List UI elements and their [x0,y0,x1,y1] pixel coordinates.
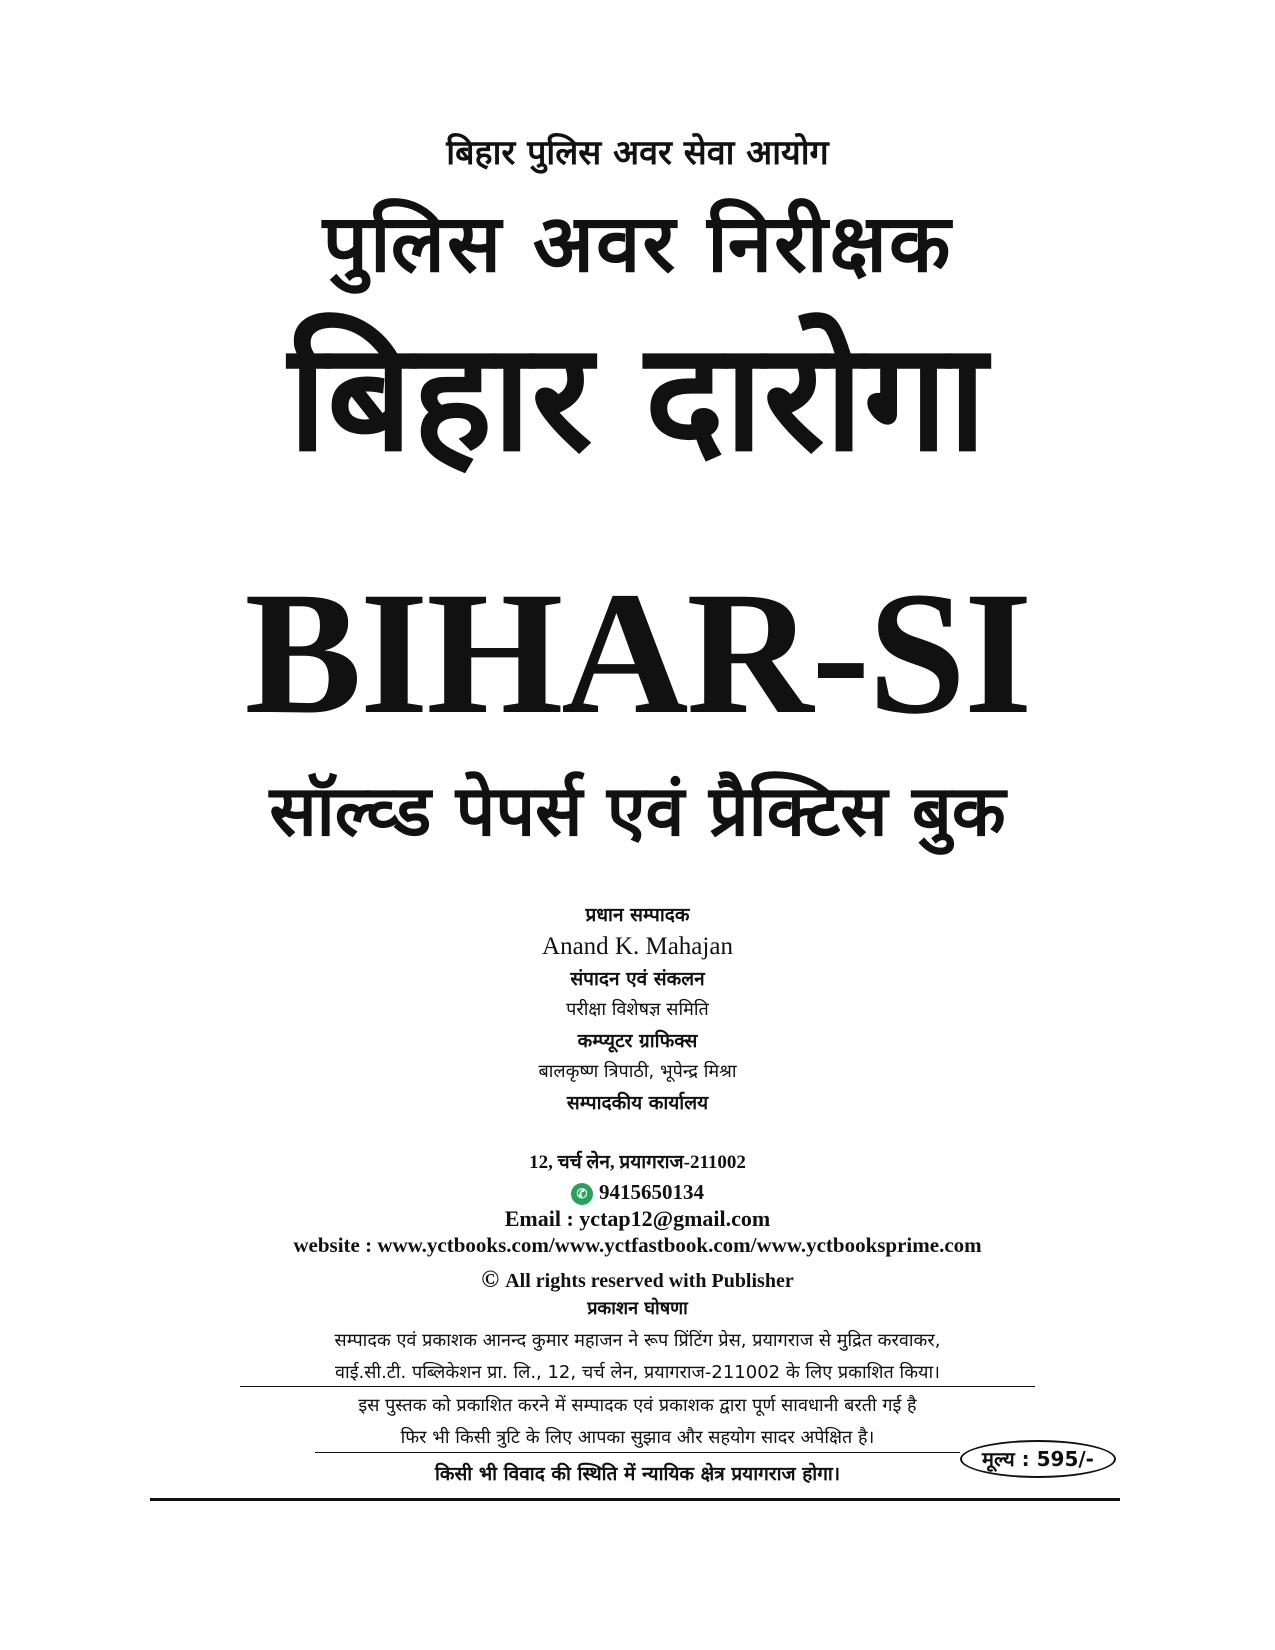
phone-line [0,1180,1275,1205]
compilation-value: परीक्षा विशेषज्ञ समिति [566,999,709,1020]
declaration-line-3: इस पुस्तक को प्रकाशित करने में सम्पादक एवं प्रकाशक द्वारा पूर्ण सावधानी बरती गई है [358,1395,917,1416]
rights-text: All rights reserved with Publisher [505,1270,794,1292]
declaration-line-2: वाई.सी.टी. पब्लिकेशन प्रा. लि., 12, चर्च लेन, प्रयागराज-211002 के लिए प्रकाशित किया। [335,1362,940,1383]
declaration-line-4: फिर भी किसी त्रुटि के लिए आपका सुझाव और सहयोग सादर अपेक्षित है। [400,1427,875,1448]
copyright-icon: © [481,1267,500,1293]
office-address: 12, चर्च लेन, प्रयागराज-211002 [529,1152,746,1173]
credits-block [0,900,1275,1118]
declaration-line-5: किसी भी विवाद की स्थिति में न्यायिक क्षेत्र प्रयागराज होगा। [434,1463,841,1485]
website-line: website : www.yctbooks.com/www.yctfastbook.com/www.yctbooksprime.com [293,1233,982,1257]
organization-name: बिहार पुलिस अवर सेवा आयोग [446,133,829,173]
email-line: Email : yctap12@gmail.com [504,1206,771,1231]
post-title: पुलिस अवर निरीक्षक [322,197,953,290]
price-badge: मूल्य : 595/- [960,1440,1116,1478]
compilation-label: संपादन एवं संकलन [570,968,705,990]
bottom-rule [150,1498,1120,1501]
underline-1 [240,1386,1035,1387]
book-title-english: BIHAR-SI [244,556,1031,751]
whatsapp-icon: ✆ [571,1183,593,1205]
declaration-line-1: सम्पादक एवं प्रकाशक आनन्द कुमार महाजन ने रूप प्रिंटिंग प्रेस, प्रयागराज से मुद्रित करवाकर, [334,1330,941,1351]
declaration-label: प्रकाशन घोषणा [587,1298,688,1319]
underline-2 [315,1452,960,1453]
book-subtitle: सॉल्व्ड पेपर्स एवं प्रैक्टिस बुक [269,770,1006,852]
chief-editor-name: Anand K. Mahajan [542,933,733,960]
book-title-hindi: बिहार दारोगा [288,311,987,485]
phone-number: 9415650134 [599,1180,704,1204]
graphics-label: कम्प्यूटर ग्राफिक्स [577,1030,698,1052]
rights-line [0,1267,1275,1294]
chief-editor-label: प्रधान सम्पादक [585,904,690,926]
graphics-value: बालकृष्ण त्रिपाठी, भूपेन्द्र मिश्रा [538,1061,737,1082]
office-label: सम्पादकीय कार्यालय [566,1092,709,1114]
